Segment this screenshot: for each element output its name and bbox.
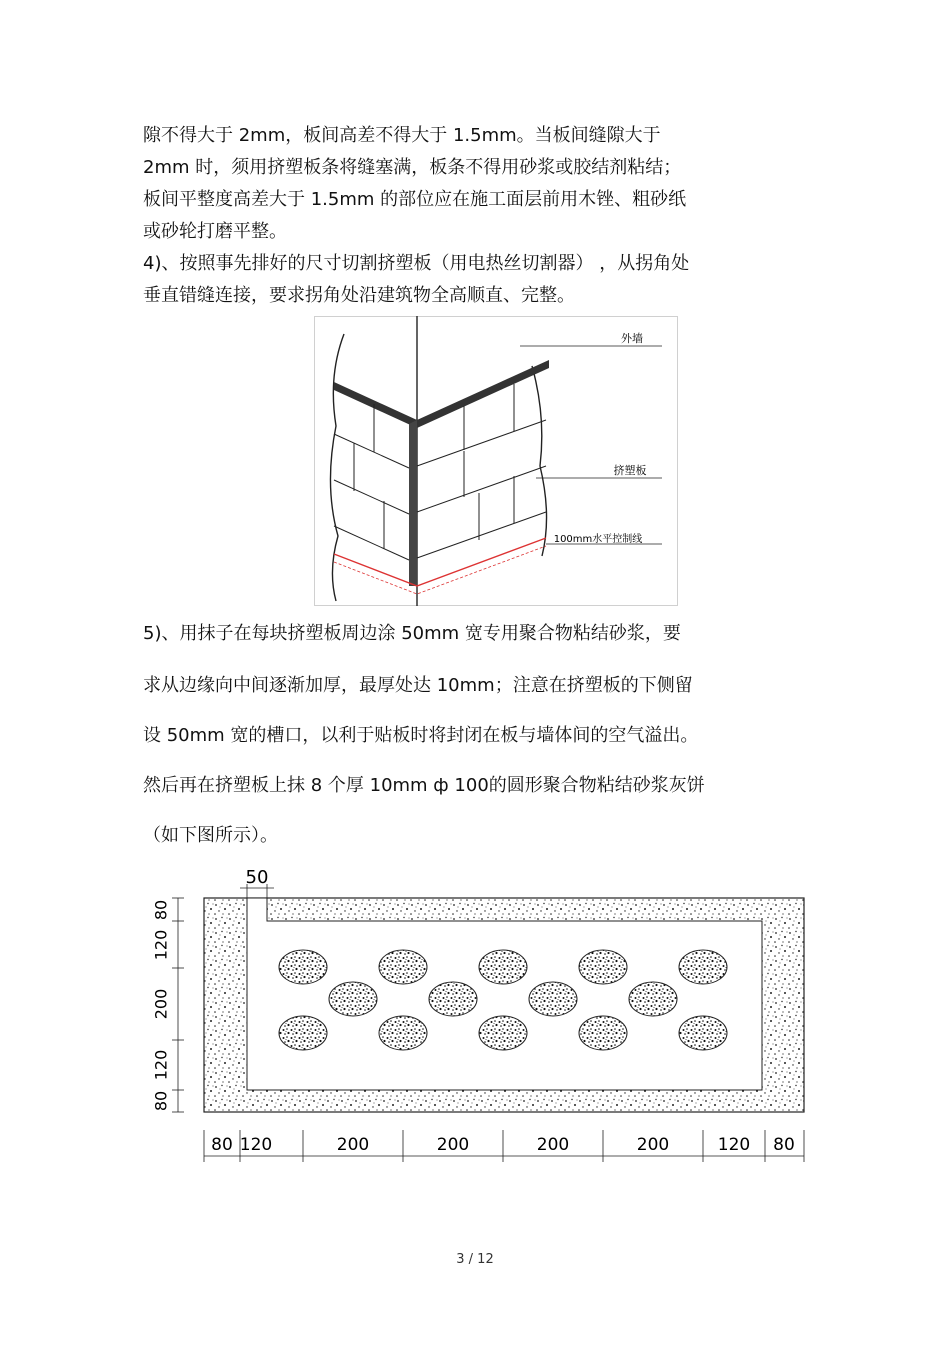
label-wall: 外墙 xyxy=(621,332,643,345)
dim-bottom: 80 xyxy=(211,1135,233,1155)
corner-board-figure xyxy=(314,316,678,606)
dim-left: 120 xyxy=(151,1049,171,1081)
dim-left: 80 xyxy=(151,1090,171,1112)
paragraph-line: 5)、用抹子在每块挤塑板周边涂 50mm 宽专用聚合物粘结砂浆，要 xyxy=(143,623,681,644)
paragraph-line: 隙不得大于 2mm，板间高差不得大于 1.5mm。当板间缝隙大于 xyxy=(143,125,661,146)
dim-bottom: 200 xyxy=(436,1135,470,1155)
adhesive-layout-figure xyxy=(130,860,820,1170)
dim-bottom: 80 xyxy=(773,1135,795,1155)
paragraph-line: 垂直错缝连接，要求拐角处沿建筑物全高顺直、完整。 xyxy=(143,285,575,306)
page-number: 3 / 12 xyxy=(456,1252,494,1267)
label-control-line: 100mm水平控制线 xyxy=(553,534,643,545)
dim-top: 50 xyxy=(245,867,269,888)
dim-bottom: 200 xyxy=(636,1135,670,1155)
paragraph-line: 然后再在挤塑板上抹 8 个厚 10mm ф 100的圆形聚合物粘结砂浆灰饼 xyxy=(143,775,705,796)
paragraph-line: 设 50mm 宽的槽口，以利于贴板时将封闭在板与墙体间的空气溢出。 xyxy=(143,725,699,746)
paragraph-line: （如下图所示）。 xyxy=(143,825,278,846)
dim-bottom: 200 xyxy=(336,1135,370,1155)
paragraph-line: 2mm 时，须用挤塑板条将缝塞满，板条不得用砂浆或胶结剂粘结； xyxy=(143,157,682,178)
dim-left: 200 xyxy=(151,988,171,1020)
dim-bottom: 120 xyxy=(717,1135,751,1155)
paragraph-line: 求从边缘向中间逐渐加厚，最厚处达 10mm；注意在挤塑板的下侧留 xyxy=(143,675,693,696)
dim-bottom: 200 xyxy=(536,1135,570,1155)
dim-left: 120 xyxy=(151,929,171,961)
paragraph-line: 或砂轮打磨平整。 xyxy=(143,221,287,242)
dim-bottom: 120 xyxy=(239,1135,273,1155)
dim-left: 80 xyxy=(151,899,171,921)
label-board: 挤塑板 xyxy=(613,464,647,477)
paragraph-line: 4)、按照事先排好的尺寸切割挤塑板（用电热丝切割器） ，从拐角处 xyxy=(143,253,690,274)
paragraph-line: 板间平整度高差大于 1.5mm 的部位应在施工面层前用木锉、粗砂纸 xyxy=(143,189,687,210)
corner-board-drawing xyxy=(314,316,678,606)
adhesive-layout-drawing xyxy=(130,860,820,1170)
